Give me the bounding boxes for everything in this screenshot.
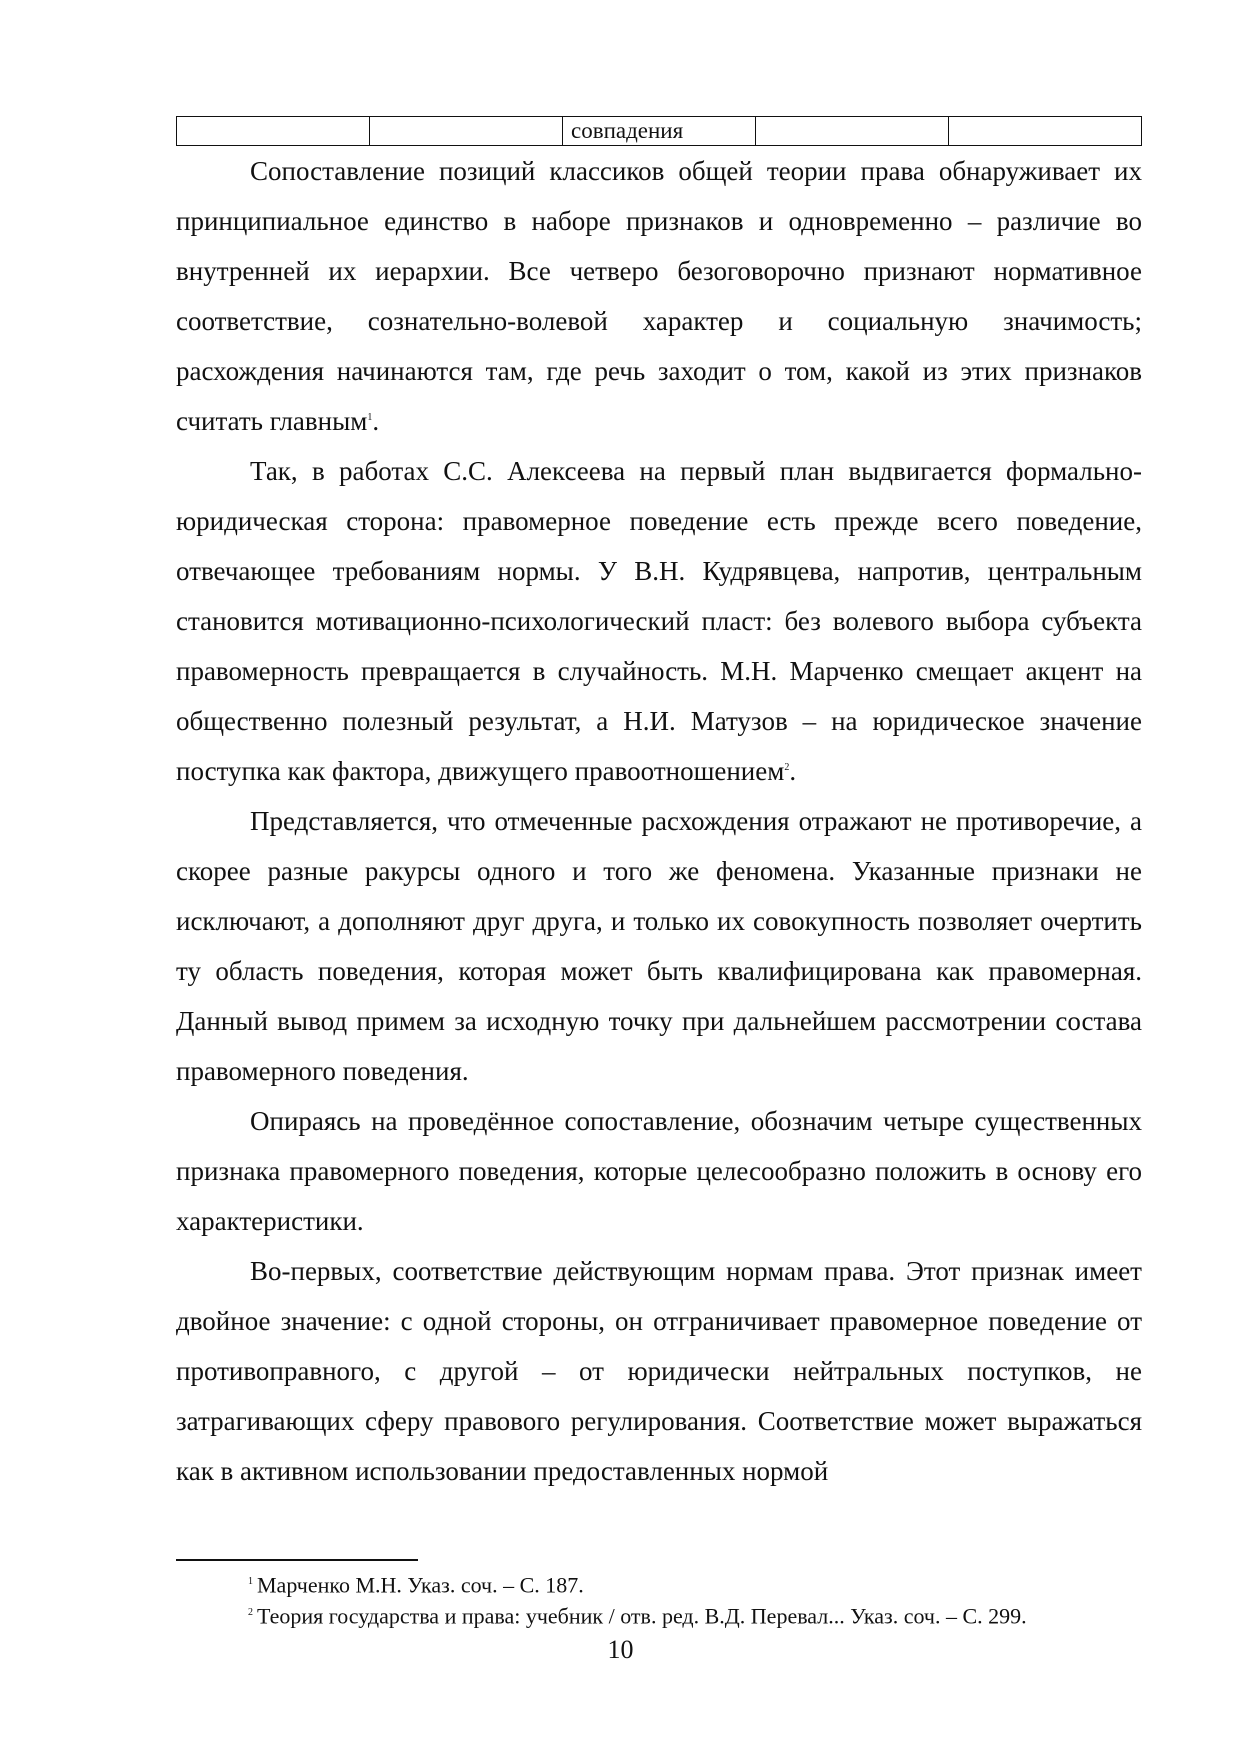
paragraph-text: Представляется, что отмеченные расхождения отражают не противоречие, а скорее разные ракурсы одного и того же феномена. Указанные признаки не исключают, а дополняют друг друга, и только их совокупность позволяет очертить ту область поведения, которая может быть квалифицирована как правомерная. Данный вывод примем за исходную точку при дальнейшем рассмотрении состава правомерного поведения. — [176, 806, 1142, 1086]
table-cell — [949, 117, 1142, 146]
paragraph — [176, 1096, 1142, 1246]
paragraph-text: Так, в работах С.С. Алексеева на первый план выдвигается формально-юридическая сторона: правомерное поведение есть прежде всего поведение, отвечающее требованиям нормы. У В.Н. Кудрявцева, напротив, центральным становится мотивационно-психологический пласт: без волевого выбора субъекта правомерность превращается в случайность. М.Н. Марченко смещает акцент на общественно полезный результат, а Н.И. Матузов – на юридическое значение поступка как фактора, движущего правоотношением — [176, 456, 1142, 786]
table-fragment — [176, 116, 1142, 146]
table-cell: совпадения — [563, 117, 756, 146]
paragraph-tail: . — [372, 406, 380, 436]
footnote-number: 1 — [248, 1576, 253, 1587]
footnotes — [176, 1568, 1142, 1631]
table-cell — [177, 117, 370, 146]
paragraph — [176, 1246, 1142, 1496]
paragraph — [176, 146, 1142, 446]
table-cell — [756, 117, 949, 146]
footnote-number: 2 — [248, 1607, 253, 1619]
page-number: 10 — [607, 1635, 634, 1664]
footnote-text: Теория государства и права: учебник / отв. ред. В.Д. Перевал... Указ. соч. – С. 299. — [257, 1603, 1027, 1629]
table-cell — [370, 117, 563, 146]
footnote-text: Марченко М.Н. Указ. соч. – С. 187. — [257, 1572, 584, 1598]
footnote — [176, 1568, 1142, 1599]
table-row — [177, 117, 1142, 146]
paragraph-text: Сопоставление позиций классиков общей теории права обнаруживает их принципиальное единство в наборе признаков и одновременно – различие во внутренней их иерархии. Все четверо безоговорочно признают нормативное соответствие, сознательно-волевой характер и социальную значимость; расхождения начинаются там, где речь заходит о том, какой из этих признаков считать главным — [176, 156, 1142, 436]
paragraph — [176, 446, 1142, 796]
footnote-reference: 2 — [784, 762, 790, 773]
paragraph-tail: . — [789, 756, 797, 786]
footnote-separator — [176, 1559, 418, 1561]
footnote — [176, 1599, 1142, 1630]
footnote-reference: 1 — [367, 412, 373, 423]
paragraph-text: Опираясь на проведённое сопоставление, обозначим четыре существенных признака правомерного поведения, которые целесообразно положить в основу его характеристики. — [176, 1106, 1142, 1236]
body-text — [176, 146, 1142, 1496]
paragraph-text: Во-первых, соответствие действующим нормам права. Этот признак имеет двойное значение: с одной стороны, он отграничивает правомерное поведение от противоправного, с другой – от юридически нейтральных поступков, не затрагивающих сферу правового регулирования. Соответствие может выражаться как в активном использовании предоставленных нормой — [176, 1256, 1142, 1486]
paragraph — [176, 796, 1142, 1096]
